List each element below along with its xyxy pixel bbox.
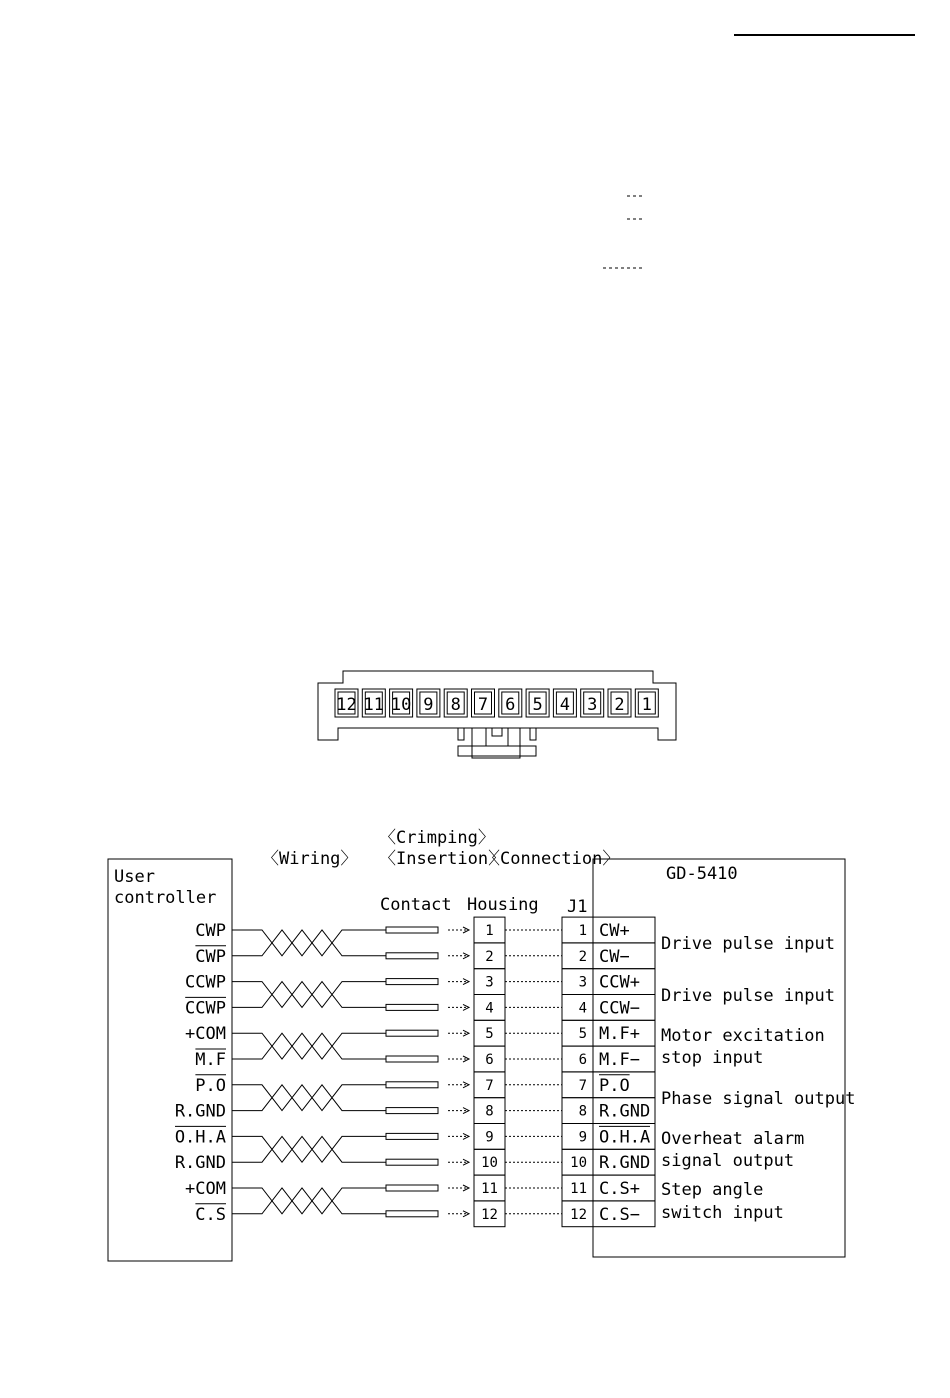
j1-pin-number: 9 bbox=[578, 1129, 587, 1146]
housing-label: Housing bbox=[467, 895, 539, 915]
j1-pin-number: 12 bbox=[570, 1206, 587, 1223]
uc-signal-label: M.F bbox=[195, 1050, 226, 1070]
contact-terminal bbox=[386, 1056, 438, 1062]
connector-pin-number: 3 bbox=[587, 695, 598, 715]
driver-description-line2: signal output bbox=[661, 1151, 795, 1171]
twisted-pair-wire-a bbox=[232, 1136, 386, 1162]
housing-pin-number: 1 bbox=[485, 923, 494, 939]
j1-pin-cell bbox=[562, 1072, 593, 1098]
j1-pin-cell bbox=[562, 1124, 593, 1150]
housing-pin-number: 9 bbox=[485, 1129, 494, 1146]
faint-marks bbox=[603, 196, 644, 268]
connector-pin-number: 12 bbox=[336, 695, 357, 715]
signal-rows bbox=[175, 917, 856, 1227]
driver-signal-label: P.O bbox=[599, 1075, 630, 1096]
twisted-pair-wire-a bbox=[232, 1188, 386, 1214]
driver-signal-label: M.F+ bbox=[599, 1024, 640, 1045]
uc-signal-label: O.H.A bbox=[174, 1127, 226, 1148]
connector-pins bbox=[335, 689, 658, 717]
driver-signal-label: C.S+ bbox=[599, 1179, 640, 1199]
uc-signal-label: P.O bbox=[195, 1075, 226, 1096]
j1-pin-number: 2 bbox=[578, 948, 587, 965]
driver-description-line1: Motor excitation bbox=[661, 1026, 825, 1046]
twisted-pair-wire-a bbox=[232, 1033, 386, 1059]
connection-label: 〈Connection〉 bbox=[483, 849, 620, 869]
housing-pin-number: 2 bbox=[485, 948, 494, 965]
driver-signal-label: M.F− bbox=[599, 1050, 640, 1070]
driver-description-line2: switch input bbox=[661, 1203, 784, 1223]
uc-signal-label: +COM bbox=[185, 1024, 226, 1045]
j1-pin-cell bbox=[562, 995, 593, 1021]
driver-signal-label: CW+ bbox=[599, 921, 630, 941]
connector-pin-number: 1 bbox=[641, 695, 652, 715]
connector-pin-number: 5 bbox=[532, 695, 543, 715]
contact-terminal bbox=[386, 979, 438, 985]
housing-pin-number: 7 bbox=[485, 1077, 494, 1094]
wiring-label: 〈Wiring〉 bbox=[262, 849, 358, 869]
contact-terminal bbox=[386, 1185, 438, 1191]
crimping-label: 〈Crimping〉 bbox=[379, 828, 495, 848]
connector-pin-number: 4 bbox=[559, 695, 571, 715]
uc-signal-label: R.GND bbox=[174, 1101, 226, 1122]
j1-label: J1 bbox=[567, 897, 588, 917]
uc-signal-label: R.GND bbox=[174, 1153, 226, 1174]
driver-description-line1: Phase signal output bbox=[661, 1089, 856, 1109]
connector-pin-number: 10 bbox=[390, 695, 412, 715]
j1-pin-number: 6 bbox=[578, 1052, 587, 1068]
j1-pin-cell bbox=[562, 1098, 593, 1124]
twisted-pair-wire-b bbox=[232, 1188, 386, 1214]
j1-pin-cell bbox=[562, 969, 593, 995]
driver-description-line1: Overheat alarm bbox=[661, 1129, 805, 1149]
contact-terminal bbox=[386, 1211, 438, 1217]
j1-pin-number: 4 bbox=[578, 1000, 587, 1017]
contact-terminal bbox=[386, 1030, 438, 1036]
contact-terminal bbox=[386, 1133, 438, 1139]
driver-description-line1: Step angle bbox=[661, 1180, 764, 1200]
j1-pin-cell bbox=[562, 1046, 593, 1072]
contact-terminal bbox=[386, 1108, 438, 1114]
uc-signal-label: CCWP bbox=[185, 998, 226, 1019]
contact-terminal bbox=[386, 1004, 438, 1010]
j1-pin-number: 1 bbox=[578, 923, 587, 939]
j1-pin-cell bbox=[562, 1020, 593, 1046]
twisted-pair-wire-b bbox=[232, 1136, 386, 1162]
driver-description-line2: stop input bbox=[661, 1048, 764, 1068]
twisted-pair-wire-a bbox=[232, 1085, 386, 1111]
j1-pin-number: 8 bbox=[578, 1103, 587, 1120]
j1-pin-cell bbox=[562, 943, 593, 969]
housing-pin-number: 6 bbox=[485, 1052, 494, 1068]
housing-pin-number: 10 bbox=[481, 1155, 498, 1172]
driver-description-line1: Drive pulse input bbox=[661, 934, 835, 954]
contact-terminal bbox=[386, 1159, 438, 1165]
user-controller-title-2: controller bbox=[114, 888, 217, 908]
connector-pin-number: 7 bbox=[477, 695, 489, 715]
driver-signal-label: O.H.A bbox=[599, 1127, 651, 1148]
twisted-pair-wire-b bbox=[232, 982, 386, 1008]
driver-description-line1: Drive pulse input bbox=[661, 986, 835, 1006]
housing-pin-number: 4 bbox=[485, 1000, 494, 1017]
twisted-pair-wire-b bbox=[232, 930, 386, 956]
j1-pin-number: 3 bbox=[578, 974, 587, 991]
contact-terminal bbox=[386, 1082, 438, 1088]
j1-pin-number: 10 bbox=[570, 1155, 587, 1172]
housing-pin-number: 8 bbox=[485, 1103, 494, 1120]
j1-pin-number: 5 bbox=[578, 1026, 587, 1043]
j1-pin-number: 11 bbox=[570, 1181, 587, 1197]
uc-signal-label: C.S bbox=[195, 1204, 226, 1225]
driver-signal-label: CCW− bbox=[599, 998, 640, 1019]
connector-pin-number: 8 bbox=[450, 695, 461, 715]
housing-pin-number: 3 bbox=[485, 974, 494, 991]
connector-pin-number: 9 bbox=[423, 695, 434, 715]
contact-label: Contact bbox=[380, 895, 452, 915]
uc-signal-label: CWP bbox=[195, 921, 226, 941]
twisted-pair-wire-a bbox=[232, 982, 386, 1008]
uc-signal-label: CCWP bbox=[185, 972, 226, 993]
connector-pin-number: 11 bbox=[363, 695, 385, 715]
contact-terminal bbox=[386, 927, 438, 933]
twisted-pair-wire-b bbox=[232, 1033, 386, 1059]
uc-signal-label: CWP bbox=[195, 946, 226, 967]
contact-terminal bbox=[386, 953, 438, 959]
j1-pin-number: 7 bbox=[578, 1077, 587, 1094]
housing-pin-number: 11 bbox=[481, 1181, 498, 1197]
connector-pin-number: 2 bbox=[614, 695, 625, 715]
insertion-label: 〈Insertion〉 bbox=[379, 849, 506, 869]
connector-pin-number: 6 bbox=[505, 695, 516, 715]
twisted-pair-wire-a bbox=[232, 930, 386, 956]
housing-pin-number: 5 bbox=[485, 1026, 494, 1043]
user-controller-title-1: User bbox=[114, 867, 155, 887]
j1-pin-cell bbox=[562, 917, 593, 943]
driver-signal-label: C.S− bbox=[599, 1204, 640, 1225]
driver-signal-label: R.GND bbox=[599, 1153, 651, 1174]
twisted-pair-wire-b bbox=[232, 1085, 386, 1111]
driver-signal-label: CCW+ bbox=[599, 972, 640, 993]
driver-signal-label: CW− bbox=[599, 946, 630, 967]
driver-title: GD-5410 bbox=[666, 864, 738, 884]
uc-signal-label: +COM bbox=[185, 1179, 226, 1199]
housing-pin-number: 12 bbox=[481, 1206, 498, 1223]
driver-signal-label: R.GND bbox=[599, 1101, 651, 1122]
